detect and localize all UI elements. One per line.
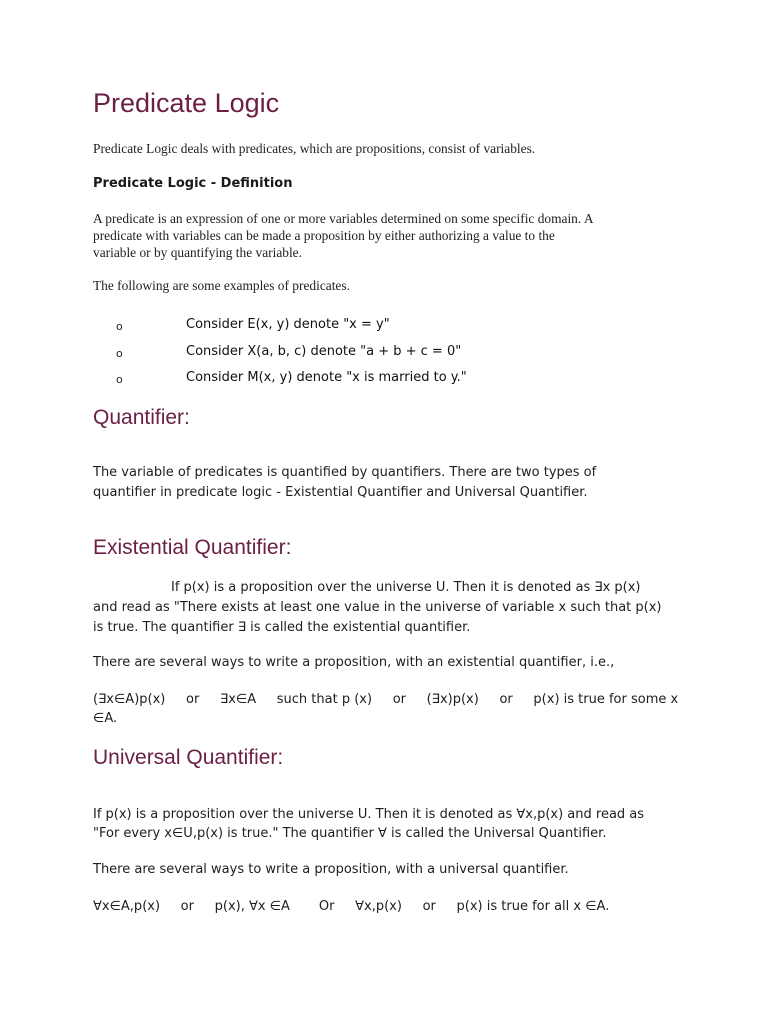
existential-ways: There are several ways to write a proposition, with an existential quantifier, i.e.,: [93, 655, 615, 670]
page-title: Predicate Logic: [93, 88, 280, 118]
quantifier-heading: Quantifier:: [93, 406, 190, 429]
bullet-marker: o: [116, 373, 123, 386]
list-item-text: Consider E(x, y) denote "x = y": [186, 317, 390, 332]
definition-line: predicate with variables can be made a proposition by either authorizing a value to the: [93, 228, 555, 243]
examples-intro: The following are some examples of predicates.: [93, 278, 350, 293]
intro-paragraph: Predicate Logic deals with predicates, which are propositions, consist of variables.: [93, 141, 536, 156]
universal-heading: Universal Quantifier:: [93, 746, 284, 769]
bullet-marker: o: [116, 320, 123, 333]
list-item: [116, 370, 676, 390]
list-item: [116, 317, 676, 337]
existential-forms-line: ∈A.: [93, 711, 118, 726]
existential-forms-line: (∃x∈A)p(x) or ∃x∈A such that p (x) or (∃x)p(x) or p(x) is true for some x: [93, 692, 679, 707]
quantifier-line: The variable of predicates is quantified by quantifiers. There are two types of: [93, 465, 597, 480]
list-item-text: Consider M(x, y) denote "x is married to y.": [186, 370, 467, 385]
list-item: [116, 344, 676, 364]
definition-line: variable or by quantifying the variable.: [93, 245, 302, 260]
bullet-marker: o: [116, 347, 123, 360]
universal-ways: There are several ways to write a proposition, with a universal quantifier.: [93, 862, 569, 877]
universal-line: "For every x∈U,p(x) is true." The quantifier ∀ is called the Universal Quantifier.: [93, 826, 607, 841]
existential-line: is true. The quantifier ∃ is called the existential quantifier.: [93, 620, 471, 635]
existential-line-text: If p(x) is a proposition over the universe U. Then it is denoted as ∃x p(x): [171, 580, 641, 595]
universal-forms: ∀x∈A,p(x) or p(x), ∀x ∈A Or ∀x,p(x) or p(x) is true for all x ∈A.: [93, 899, 610, 914]
quantifier-line: quantifier in predicate logic - Existential Quantifier and Universal Quantifier.: [93, 485, 588, 500]
universal-line: If p(x) is a proposition over the universe U. Then it is denoted as ∀x,p(x) and read as: [93, 807, 645, 822]
definition-heading: Predicate Logic - Definition: [93, 176, 293, 191]
existential-line: and read as "There exists at least one value in the universe of variable x such that p(x): [93, 600, 662, 615]
existential-heading: Existential Quantifier:: [93, 536, 292, 559]
definition-line: A predicate is an expression of one or more variables determined on some specific domain. A: [93, 211, 594, 226]
existential-line: [93, 578, 683, 598]
list-item-text: Consider X(a, b, c) denote "a + b + c = 0": [186, 344, 462, 359]
